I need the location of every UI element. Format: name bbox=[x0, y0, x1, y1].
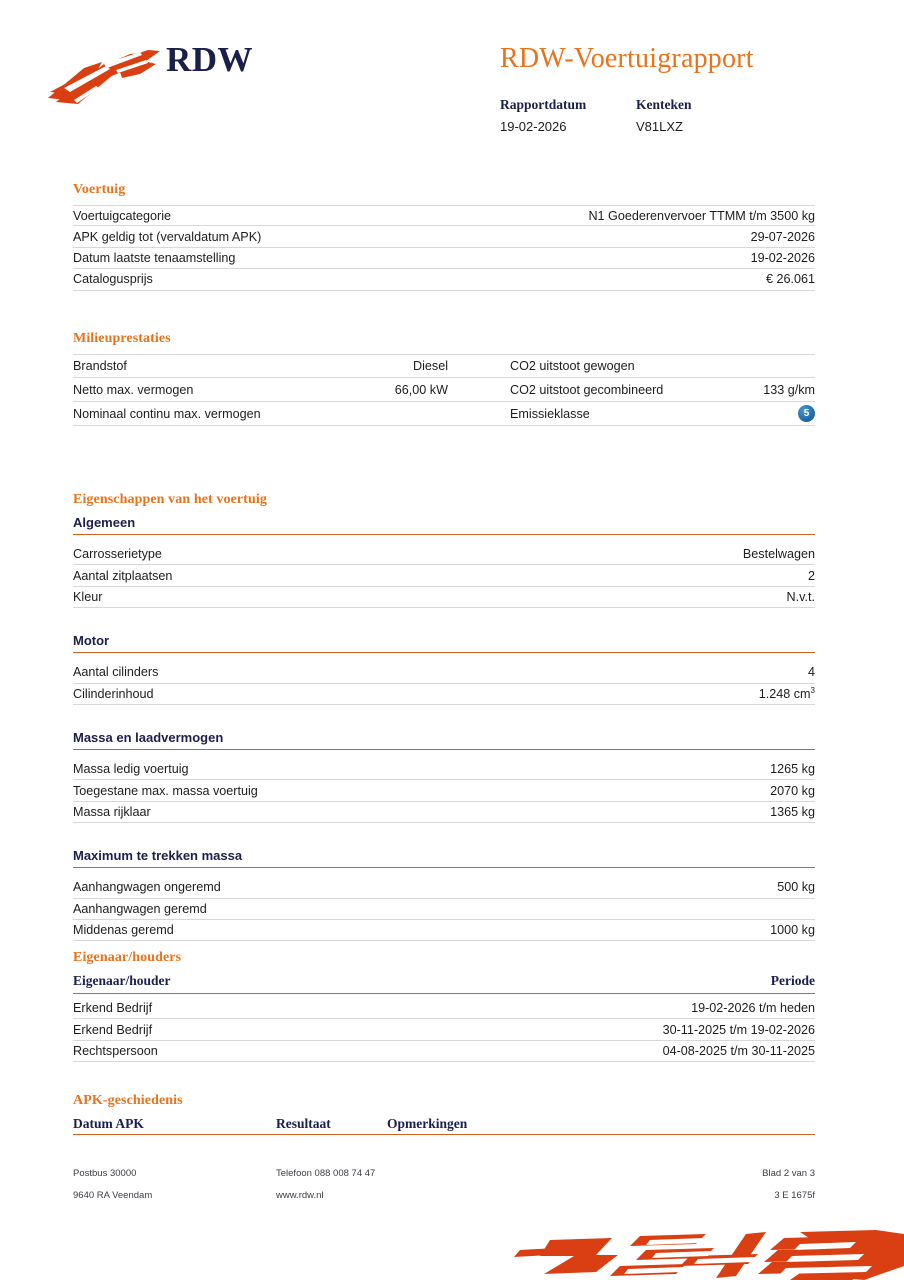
row-left-pair bbox=[73, 407, 510, 421]
rdw-wordmark: RDW bbox=[166, 40, 254, 79]
row-label: Aanhangwagen ongeremd bbox=[73, 880, 221, 895]
subsection-trekken-title: Maximum te trekken massa bbox=[73, 848, 815, 868]
row-value: 29-07-2026 bbox=[750, 229, 815, 244]
row-value bbox=[798, 405, 815, 423]
meta-rapportdatum bbox=[500, 97, 586, 134]
row-label: Toegestane max. massa voertuig bbox=[73, 783, 258, 798]
section-milieuprestaties-title: Milieuprestaties bbox=[73, 331, 171, 346]
row-value: 133 g/km bbox=[763, 382, 815, 397]
table-row bbox=[73, 877, 815, 898]
table-row bbox=[73, 1041, 815, 1062]
row-value: 1265 kg bbox=[770, 762, 815, 777]
table-row bbox=[73, 587, 815, 608]
document-header bbox=[0, 0, 904, 160]
row-label: Aanhangwagen geremd bbox=[73, 901, 207, 916]
footer-form-code: 3 E 1675f bbox=[774, 1190, 815, 1201]
table-row bbox=[73, 544, 815, 565]
row-label: Cilinderinhoud bbox=[73, 686, 154, 701]
row-label: Kleur bbox=[73, 589, 103, 604]
row-label: Catalogusprijs bbox=[73, 272, 153, 287]
rdw-speedlines-graphic-icon bbox=[500, 1222, 904, 1280]
row-label: Voertuigcategorie bbox=[73, 208, 172, 223]
row-value: 1365 kg bbox=[770, 804, 815, 819]
section-eigenschappen-title: Eigenschappen van het voertuig bbox=[73, 492, 267, 507]
row-value-text: 1.248 cm bbox=[758, 686, 811, 701]
apk-table-header bbox=[73, 1116, 815, 1135]
section-eigenaar-houders-title: Eigenaar/houders bbox=[73, 950, 182, 965]
row-label: Massa rijklaar bbox=[73, 804, 151, 819]
row-value: Bestelwagen bbox=[742, 547, 815, 562]
section-apk-geschiedenis bbox=[73, 1093, 815, 1135]
footer-website: www.rdw.nl bbox=[276, 1190, 324, 1201]
row-label: CO2 uitstoot gewogen bbox=[510, 359, 635, 373]
subsection-massa-title: Massa en laadvermogen bbox=[73, 730, 815, 750]
row-value bbox=[759, 687, 815, 701]
apk-col-result: Resultaat bbox=[276, 1116, 331, 1131]
row-value: € 26.061 bbox=[765, 272, 815, 287]
table-row bbox=[73, 226, 815, 247]
row-label: Erkend Bedrijf bbox=[73, 1001, 153, 1016]
trekken-massa-table bbox=[73, 877, 815, 941]
row-value: 04-08-2025 t/m 30-11-2025 bbox=[662, 1043, 815, 1058]
owners-table bbox=[73, 998, 815, 1062]
owners-table-header bbox=[73, 973, 815, 994]
subsection-algemeen-title: Algemeen bbox=[73, 515, 815, 535]
meta-kenteken bbox=[636, 97, 692, 134]
apk-col-remarks: Opmerkingen bbox=[387, 1116, 468, 1131]
rdw-feather-logo-icon bbox=[44, 42, 168, 110]
algemeen-table bbox=[73, 544, 815, 608]
row-right-pair bbox=[510, 359, 815, 373]
meta-kenteken-label: Kenteken bbox=[636, 97, 692, 112]
row-value: 30-11-2025 t/m 19-02-2026 bbox=[662, 1022, 815, 1037]
row-value: N.v.t. bbox=[786, 589, 815, 604]
row-value: 1000 kg bbox=[770, 923, 815, 938]
owners-col-owner: Eigenaar/houder bbox=[73, 973, 171, 988]
row-label: Rechtspersoon bbox=[73, 1043, 158, 1058]
row-value: 2 bbox=[807, 568, 815, 583]
table-row bbox=[73, 802, 815, 823]
meta-rapportdatum-value: 19-02-2026 bbox=[500, 119, 567, 134]
row-label: Netto max. vermogen bbox=[73, 382, 194, 397]
row-label: CO2 uitstoot gecombineerd bbox=[510, 382, 664, 397]
row-left-pair bbox=[73, 383, 510, 397]
row-label: Erkend Bedrijf bbox=[73, 1022, 153, 1037]
row-label: Carrosserietype bbox=[73, 547, 162, 562]
table-row bbox=[73, 269, 815, 290]
row-value: 66,00 kW bbox=[394, 382, 448, 397]
row-right-pair bbox=[510, 383, 815, 397]
section-voertuig bbox=[73, 182, 815, 291]
footer-line-1 bbox=[73, 1168, 815, 1190]
row-value: Diesel bbox=[413, 359, 448, 373]
table-row bbox=[73, 378, 815, 402]
row-value: 500 kg bbox=[777, 880, 815, 895]
row-label: APK geldig tot (vervaldatum APK) bbox=[73, 229, 262, 244]
row-label: Nominaal continu max. vermogen bbox=[73, 406, 261, 421]
row-label: Datum laatste tenaamstelling bbox=[73, 250, 236, 265]
row-left-pair bbox=[73, 359, 510, 373]
table-row bbox=[73, 565, 815, 586]
table-row bbox=[73, 684, 815, 705]
section-apk-geschiedenis-title: APK-geschiedenis bbox=[73, 1093, 183, 1108]
row-value-superscript: 3 bbox=[810, 685, 815, 695]
footer-address-1: Postbus 30000 bbox=[73, 1168, 137, 1179]
footer-address-2: 9640 RA Veendam bbox=[73, 1190, 153, 1201]
subsection-motor-title: Motor bbox=[73, 633, 815, 653]
section-milieuprestaties bbox=[73, 331, 815, 426]
table-row bbox=[73, 248, 815, 269]
footer-page-number: Blad 2 van 3 bbox=[762, 1168, 815, 1179]
status-badge: 5 bbox=[798, 405, 815, 422]
table-row bbox=[73, 402, 815, 426]
row-label: Aantal zitplaatsen bbox=[73, 568, 173, 583]
table-row bbox=[73, 998, 815, 1019]
meta-rapportdatum-label: Rapportdatum bbox=[500, 97, 587, 112]
row-value: 4 bbox=[807, 665, 815, 680]
table-row bbox=[73, 1019, 815, 1040]
page-footer bbox=[73, 1168, 815, 1212]
row-label: Emissieklasse bbox=[510, 406, 590, 421]
motor-table bbox=[73, 662, 815, 705]
section-voertuig-title: Voertuig bbox=[73, 182, 126, 197]
table-row bbox=[73, 780, 815, 801]
table-row bbox=[73, 205, 815, 226]
page-title: RDW-Voertuigrapport bbox=[500, 43, 754, 74]
table-row bbox=[73, 662, 815, 683]
massa-table bbox=[73, 759, 815, 823]
row-value: 19-02-2026 bbox=[750, 250, 815, 265]
table-row bbox=[73, 354, 815, 378]
apk-col-date: Datum APK bbox=[73, 1116, 144, 1131]
table-row bbox=[73, 759, 815, 780]
row-label: Brandstof bbox=[73, 359, 127, 373]
row-value: 2070 kg bbox=[770, 783, 815, 798]
milieuprestaties-table bbox=[73, 354, 815, 426]
section-eigenaar-houders bbox=[73, 950, 815, 1062]
row-value: N1 Goederenvervoer TTMM t/m 3500 kg bbox=[588, 208, 815, 223]
row-value: 19-02-2026 t/m heden bbox=[691, 1001, 815, 1016]
footer-line-2 bbox=[73, 1190, 815, 1212]
table-row bbox=[73, 920, 815, 941]
voertuig-table bbox=[73, 205, 815, 291]
row-right-pair bbox=[510, 405, 815, 423]
row-label: Aantal cilinders bbox=[73, 665, 159, 680]
owners-col-period: Periode bbox=[770, 973, 815, 988]
footer-phone: Telefoon 088 008 74 47 bbox=[276, 1168, 376, 1179]
meta-kenteken-value: V81LXZ bbox=[636, 119, 683, 134]
table-row bbox=[73, 899, 815, 920]
row-label: Middenas geremd bbox=[73, 923, 174, 938]
row-label: Massa ledig voertuig bbox=[73, 762, 189, 777]
section-eigenschappen bbox=[73, 492, 815, 941]
